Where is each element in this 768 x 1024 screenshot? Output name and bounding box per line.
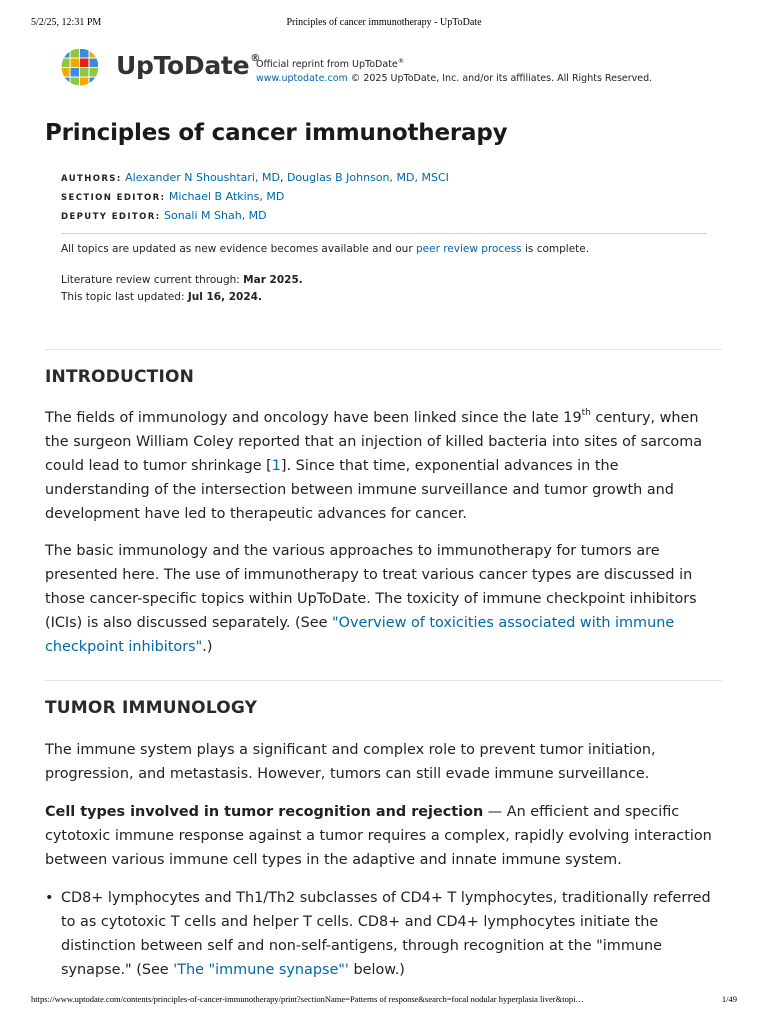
intro-p1-text-3: ]. Since that time, exponential advances in the understanding of the intersection between immune surveillance and tumor growth and development have led to therapeutic advances for cancer. xyxy=(45,458,674,522)
deputy-editor-link[interactable]: Sonali M Shah, MD xyxy=(164,209,267,222)
tumor-p2-text: — An efficient and specific cytotoxic immune response against a tumor requires a complex, rapidly evolving interaction between various immune cell types in the adaptive and innate immune system. xyxy=(45,804,712,868)
tumor-immunology-heading: TUMOR IMMUNOLOGY xyxy=(45,698,258,718)
intro-paragraph-2 xyxy=(45,539,725,659)
bullet-marker: • xyxy=(45,890,54,906)
bullet-text xyxy=(61,886,725,982)
section-editor-link[interactable]: Michael B Atkins, MD xyxy=(168,190,285,203)
registered-mark: ® xyxy=(250,53,260,64)
article-credits xyxy=(61,169,708,226)
print-url: https://www.uptodate.com/contents/principles-of-cancer-immunotherapy/print?sectionName=Patterns of response&search=focal nodular hyperplasia liver&topi… xyxy=(31,994,584,1004)
introduction-heading: INTRODUCTION xyxy=(45,367,195,387)
lit-review-date: Mar 2025. xyxy=(243,274,303,286)
tumor-paragraph-2 xyxy=(45,800,725,872)
intro-p2-text: The basic immunology and the various approaches to immunotherapy for tumors are presented here. The use of immunotherapy to treat various cancer types are discussed in those cancer-specific topics within UpToDate. The toxicity of immune checkpoint inhibitors (ICIs) is also discussed separately. (See xyxy=(45,543,697,631)
reprint-line: Official reprint from UpToDate xyxy=(256,59,398,71)
print-datetime: 5/2/25, 12:31 PM xyxy=(31,17,102,28)
brand-name xyxy=(116,51,260,80)
lit-review-line xyxy=(61,272,708,289)
cell-types-subheading: Cell types involved in tumor recognition and rejection xyxy=(45,804,484,820)
immune-synapse-link[interactable]: 'The "immune synapse"' xyxy=(173,962,349,978)
update-note-text: All topics are updated as new evidence becomes available and our xyxy=(61,243,416,255)
print-footer xyxy=(31,994,737,1008)
brand-header xyxy=(60,48,680,90)
print-header xyxy=(31,17,737,31)
update-note-end: is complete. xyxy=(521,243,590,255)
toxicities-topic-link[interactable]: "Overview of toxicities associated with immune checkpoint inhibitors" xyxy=(45,615,675,655)
author-link-johnson[interactable]: Douglas B Johnson, MD, MSCI xyxy=(286,171,449,184)
review-dates xyxy=(61,272,708,306)
authors-label: AUTHORS: xyxy=(61,174,122,184)
intro-p1-superscript: th xyxy=(581,408,591,419)
bullet-text-body: CD8+ lymphocytes and Th1/Th2 subclasses of CD4+ T lymphocytes, traditionally referred to as cytotoxic T cells and helper T cells. CD8+ and CD4+ lymphocytes initiate the distinction between self and non-self-antigens, through recognition at the "immune synapse." (See xyxy=(61,890,711,978)
tumor-paragraph-1: The immune system plays a significant and complex role to prevent tumor initiation, progression, and metastasis. However, tumors can still evade immune surveillance. xyxy=(45,742,656,782)
section-editor-row xyxy=(61,188,708,207)
deputy-editor-row xyxy=(61,207,708,226)
authors-row xyxy=(61,169,708,188)
reprint-registered-mark: ® xyxy=(397,57,405,65)
section-divider xyxy=(45,680,722,681)
intro-p2-end: .) xyxy=(202,639,213,655)
bullet-text-end: below.) xyxy=(348,962,405,978)
update-note xyxy=(61,242,708,257)
author-separator: , xyxy=(279,171,287,184)
peer-review-link[interactable]: peer review process xyxy=(415,243,522,255)
reference-link-1[interactable]: 1 xyxy=(271,458,281,474)
intro-p1-text-2: century, when the surgeon William Coley reported that an injection of killed bacteria into sites of sarcoma could lead to tumor shrinkage [ xyxy=(45,410,703,474)
reprint-notice xyxy=(256,54,652,86)
print-title: Principles of cancer immunotherapy - UpToDate xyxy=(286,17,482,28)
intro-p1-text: The fields of immunology and oncology have been linked since the late 19 xyxy=(45,410,582,426)
page-number: 1/49 xyxy=(721,994,737,1004)
brand-name-text: UpToDate xyxy=(116,51,250,80)
uptodate-logo-icon xyxy=(60,48,100,88)
deputy-editor-label: DEPUTY EDITOR: xyxy=(61,212,161,222)
section-editor-label: SECTION EDITOR: xyxy=(61,193,166,203)
last-updated-label: This topic last updated: xyxy=(61,291,188,303)
last-updated-date: Jul 16, 2024. xyxy=(187,291,262,303)
lit-review-label: Literature review current through: xyxy=(61,274,244,286)
author-link-shoushtari[interactable]: Alexander N Shoushtari, MD xyxy=(125,171,280,184)
credits-divider xyxy=(61,233,707,234)
site-link[interactable]: www.uptodate.com xyxy=(256,73,348,85)
last-updated-line xyxy=(61,289,708,306)
copyright-text: © 2025 UpToDate, Inc. and/or its affiliates. All Rights Reserved. xyxy=(347,73,653,85)
section-divider xyxy=(45,349,722,350)
page-title: Principles of cancer immunotherapy xyxy=(45,120,508,146)
intro-paragraph-1 xyxy=(45,406,725,526)
